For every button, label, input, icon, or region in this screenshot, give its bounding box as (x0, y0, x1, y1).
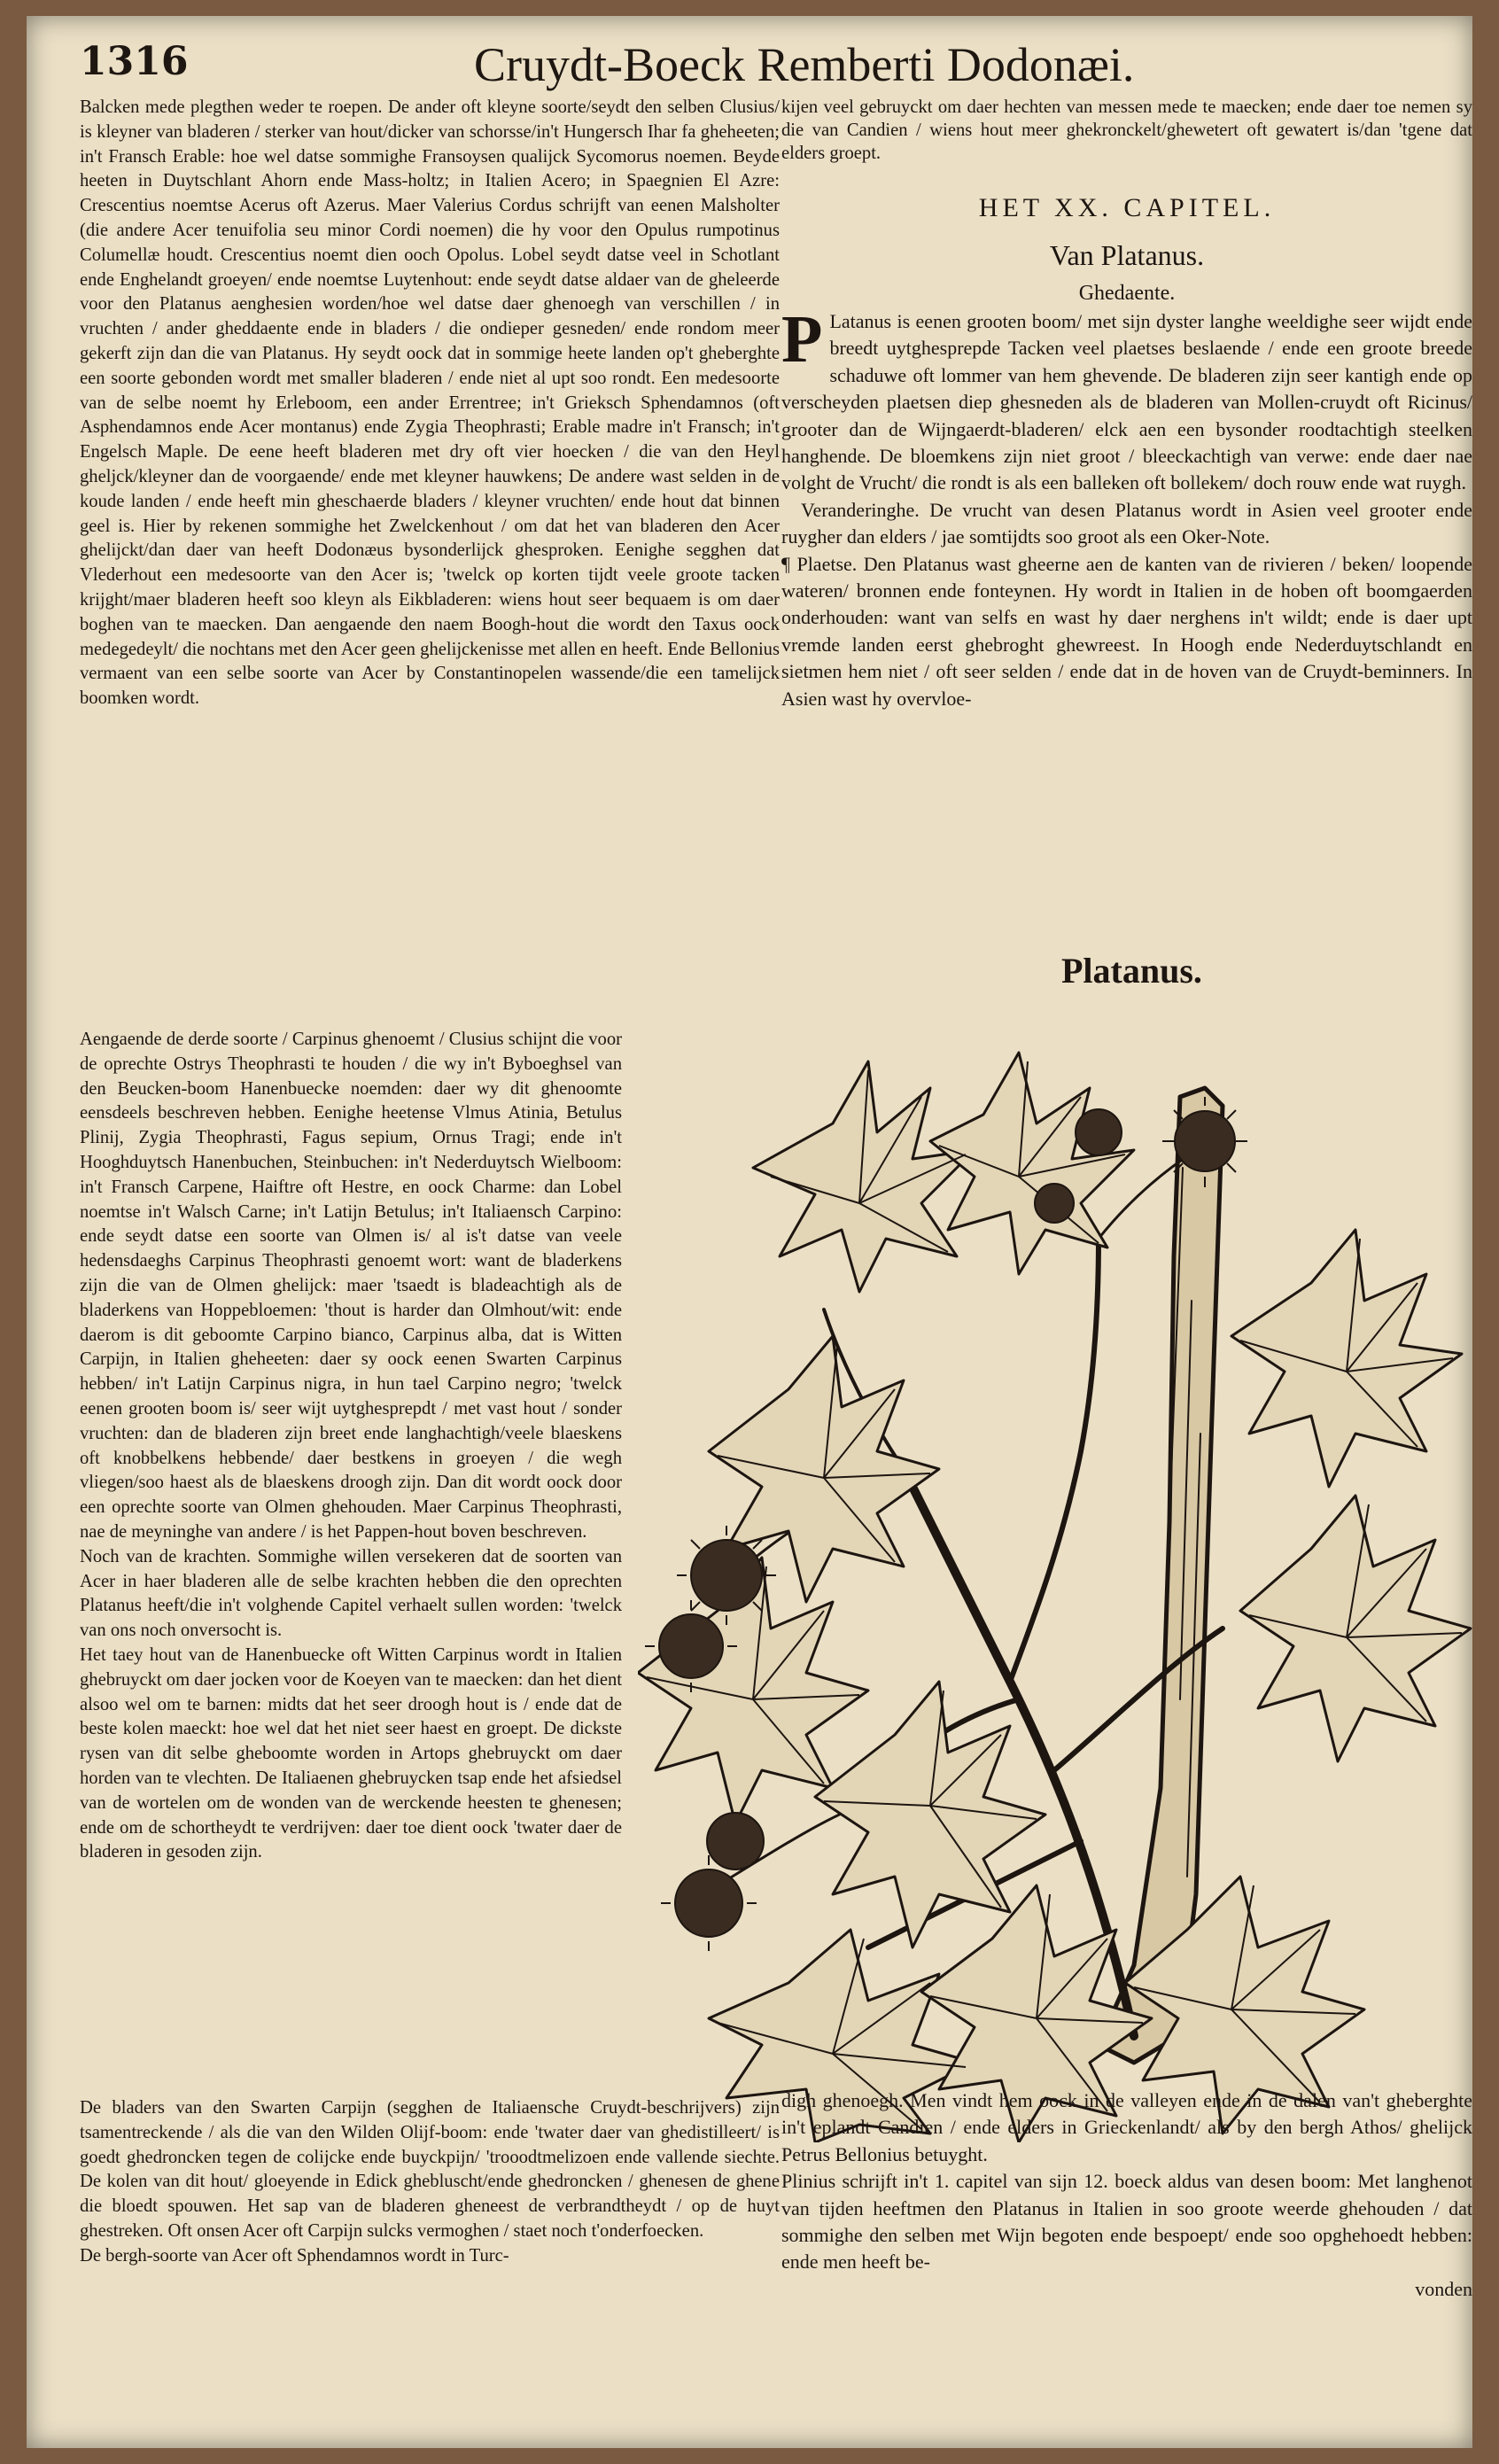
left-column-top (80, 96, 780, 711)
chapter-title: Van Platanus. (1049, 239, 1205, 271)
page-number: 1316 (80, 39, 189, 84)
chapter-heading: HET XX. CAPITEL. (978, 193, 1276, 222)
veranderinghe-paragraph (781, 497, 1472, 551)
seed-ball (675, 1869, 742, 1937)
bladers-paragraph: De bladers van den Swarten Carpijn (segghen de Italiaensche Cruydt-beschrijvers) zijn tsamentreckende / als die van den Wilden Olijf-boom: ende 'twater daer van ghedistilleert/ is goedt ghedroncken tegen de colijcke ende buyckpijn/ 'trooodtmelizoen ende vallende siechte. De kolen van dit hout/ gloeyende in Edick ghebluscht/ende ghedroncken / ghenesen de ghene die bloedt spouwen. Het sap van de bladeren gheneest de verbrandtheydt / op de huyt ghestreken. Oft onsen Acer oft Carpijn sulcks vermoghen / staet noch t'onderfoecken. (80, 2098, 780, 2241)
right-column-body (781, 302, 1473, 712)
seed-ball (691, 1540, 762, 1611)
seed-ball (1076, 1109, 1122, 1155)
right-column-top (781, 96, 1472, 165)
carpinus-paragraph: Aengaende de derde soorte / Carpinus ghenoemt / Clusius schijnt die voor de oprechte Ostrys Theophrasti te houden / die wy in't Byboeghsel van den Beucken-boom Hanenbuecke noemden: daer wy dit ghenoomte eensdeels beschreven hebben. Eenighe heetense Vlmus Atinia, Betulus Plinij, Zygia Theophrasti, Fagus sepium, Ornus Tragi; ende in't Hooghduytsch Hanenbuchen, Steinbuchen: in't Nederduytsch Wielboom: in't Fransch Carpene, Haiftre oft Hestre, en oock Charme: dan Lobel noemtse in't Walsch Carne; in't Latijn Betulus; in't Italiaensch Carpino: ende seydt datse een soorte van Olmen is/ al is't datse van veele hedensdaeghs Carpinus Theophrasti genoemt wort: want de bladerkens zijn die van de Olmen ghelijck: maer 'tsaedt is bladeachtigh als de bladerkens van Hoppebloemen: 'thout is harder dan Olmhout/wit: ende daerom is dit geboomte Carpino bianco, Carpinus alba, dat is Witten Carpijn, in Italien gheheeten: daer sy oock eenen Swarten Carpinus hebben/ in't Latijn Carpinus nigra, in hun tael Carpino negro; 'twelck eenen grooten boom is/ seer wijt uytghesprepdt / met vast hout / sonder vruchten: dan de bladeren zijn breet ende langhachtigh/veele blaeskens oft knobbelkens hebbende/ daer bestkens in groeyen / die wegh vliegen/soo haest als de blaeskens droogh zijn. Dan dit wordt oock door een oprechte soorte van Olmen ghehouden. Maer Carpinus Theophrasti, nae de meyninghe van andere / is het Pappen-hout boven beschreven. (80, 1030, 622, 1542)
plaetse-paragraph (781, 551, 1472, 712)
book-page (27, 16, 1472, 2448)
left-column-lower (80, 1028, 622, 1865)
page-header (80, 34, 1444, 105)
ghedaente-heading: Ghedaente. (1078, 282, 1176, 305)
platanus-woodcut-illustration (638, 991, 1488, 2142)
running-title: Cruydt-Boeck Remberti Dodonæi. (474, 38, 1135, 91)
catchword: vonden (1415, 2277, 1472, 2300)
paragraph-mark-icon: ¶ (781, 552, 790, 575)
leaf (930, 1053, 1134, 1274)
ghedaente-text: Latanus is eenen grooten boom/ met sijn dyster langhe weeldighe seer wijdt ende breedt uytghesprepde Tacken veel plaetses beslaende / ende een groote breede schaduwe oft lommer van hem ghevende. De bladeren zijn seer kantigh ende op verscheyden plaetsen diep ghesneden als de bladeren van Mollen-cruydt oft Ricinus/ grooter dan de Wijngaerdt-bladeren/ elck aen een bysonder roodtachtigh steelken hanghende. De bloemkens zijn niet groot / bleeckachtigh van verwe: ende daer nae volght de Vrucht/ die rondt is als een balleken oft bollekem/ doch rouw ende wat ruygh. (781, 310, 1472, 494)
veranderinghe-label: Veranderinghe. (801, 498, 920, 521)
seed-ball (707, 1813, 764, 1869)
drop-cap: P (781, 302, 823, 377)
hout-paragraph: Het taey hout van de Hanenbuecke oft Witten Carpinus wordt in Italien ghebruyckt om daer jocken voor de Koeyen van te maecken: dan het dient alsoo wel om te barnen: midts dat het seer droogh hout is / ende dat de beste kolen maeckt: hoe wel dat het niet seer haest en groept. De dickste rysen van dit selbe gheboomte worden in Artops ghebruyckt om daer horden van te vlechten. De Italiaenen ghebruycken tsap ende het afsiedsel van de wortelen om de wonden van de werckende heesten te ghenesen; ende om de schortheydt te verdrijven: daer toe dient oock 'twater daer de bladeren in gesoden zijn. (80, 1644, 622, 1862)
bergh-soorte-line: De bergh-soorte van Acer oft Sphendamnos wordt in Turc- (80, 2245, 509, 2266)
plinius-paragraph: Plinius schrijft in't 1. capitel van sijn 12. boeck aldus van desen boom: Met langhenot van tijden heeftmen den Platanus in Italien in soo groote weerde ghehouden / dat sommighe den selben met Wijn begoten ende bespoept/ ende soo opghehoedt hebben: ende men heeft be- (781, 2170, 1472, 2274)
plate-caption: Platanus. (1061, 951, 1202, 991)
seed-ball (1175, 1111, 1235, 1171)
acer-varieties-paragraph: Balcken mede plegthen weder te roepen. De ander oft kleyne soorte/seydt den selben Clusius/ is kleyner van bladeren / sterker van hout/dicker van schorsse/in't Hungersch Ihar fa gheheeten; in't Fransch Erable: hoe wel datse sommighe Fransoysen qualijck Sycomorus noemen. Beyde heeten in Duytschlant Ahorn ende Mass-holtz; in Italien Acero; in Spaegnien El Azre: Crescentius noemtse Acerus oft Azerus. Maer Valerius Cordus schrijft van eenen Malsholter (die andere Acer tenuifolia seu minor Cordi noemen) die hy voor den Opulus rumpotinus Columellæ houdt. Crescentius noemt dien ooch Opolus. Lobel seydt datse veel in Schotlant ende Enghelandt groeyen/ ende noemtse Luytenhout: ende seydt datse aldaer van de gheleerde voor den Platanus aenghesien worden/hoe wel datse daer ghenoegh van verschillen / in vruchten / ander gheddaente ende in bladers / die ondieper gesneden/ ende rondom meer gekerft zijn dan die van Platanus. Hy seydt oock dat in sommige heete landen op't gheberghte een soorte gebonden wordt met smaller bladeren / ende niet al upt soo rondt. Een medesoorte van de selbe noemt hy Erleboom, een ander Errentree; in't Grieksch Sphendamnos (oft Asphendamnos ende Acer montanus) ende Zygia Theophrasti; Erable madre in't Fransch; in't Engelsch Maple. De eene heeft bladeren met dry oft vier hoecken / die van den Heyl gheljck/kleyner dan de voorgaende/ ende met kleyner hauwkens; De andere wast selden in de koude landen / ende heeft min gheschaerde bladers / kleyner vruchten/ ende hout dat binnen geel is. Hier by rekenen sommighe het Zwelckenhout / om dat het van bladeren den Acer ghelijckt/dan daer van heeft Dodonæus bysonderlijck ghesproken. Eenighe segghen dat Vlederhout een medesoorte van den Acer is; 'twelck op korten tijdt veele groote tacken krijght/maer bladeren heeft soo kleyn als Eikbladeren: wiens hout seer bequaem is om daer boghen van te maecken. Dan aengaende den naem Boogh-hout die wordt den Taxus oock medegedeylt/ die nochtans met den Acer geen ghelijckenisse met allen en heeft. Ende Bellonius vermaent van een selbe soorte van Acer by Constantinopelen wassende/die een tamelijck boomken wordt. (80, 97, 780, 709)
athos-paragraph: digh ghenoegh. Men vindt hem oock in de valleyen ende in de dalen van't gheberghte in't eplandt Candien / ende elders in Grieckenlandt/ als by den bergh Athos/ ghelijck Petrus Bellonius betuyght. (781, 2089, 1472, 2165)
veranderinghe-text: De vrucht van desen Platanus wordt in Asien veel grooter ende ruygher dan elders / jae somtijdts soo groot als een Oker-Note. (781, 498, 1473, 548)
ghedaente-paragraph (781, 302, 1472, 497)
leaf (815, 1682, 1045, 1947)
seed-ball (659, 1614, 723, 1678)
seed-ball (1035, 1184, 1074, 1223)
leaf (1231, 1230, 1462, 1487)
candien-paragraph: kijen veel gebruyckt om daer hechten van messen mede te maecken; ende daer toe nemen sy die van Candien / wiens hout meer ghekronckelt/ghewetert oft gewatert is/dan 'tgene dat elders groept. (781, 97, 1472, 163)
krachten-paragraph: Noch van de krachten. Sommighe willen versekeren dat de soorten van Acer in haer bladeren alle de selbe krachten hebben die den oprechten Platanus heeft/die in't volghende Capitel verhaelt sullen worden: 'twelck van ons noch onversocht is. (80, 1546, 622, 1641)
plaetse-label: Plaetse. (796, 552, 858, 575)
leaf (753, 1061, 975, 1292)
plaetse-text: Den Platanus wast gheerne aen de kanten van de rivieren / beken/ loopende wateren/ bronnen ende fonteynen. Hy wordt in Italien in de hoben oft boomgaerden onderhouden: want van selfs en wast hy daer nerghens in't wildt; ende is daer upt vremde landen eerst ghebroght ghewreest. In Hoogh ende Nederduytschlandt en sietmen hem niet / oft seer selden / ende dat in de hoven van de Cruydt-beminners. In Asien wast hy overvloe- (781, 552, 1472, 710)
right-column-bottom (781, 2087, 1472, 2303)
